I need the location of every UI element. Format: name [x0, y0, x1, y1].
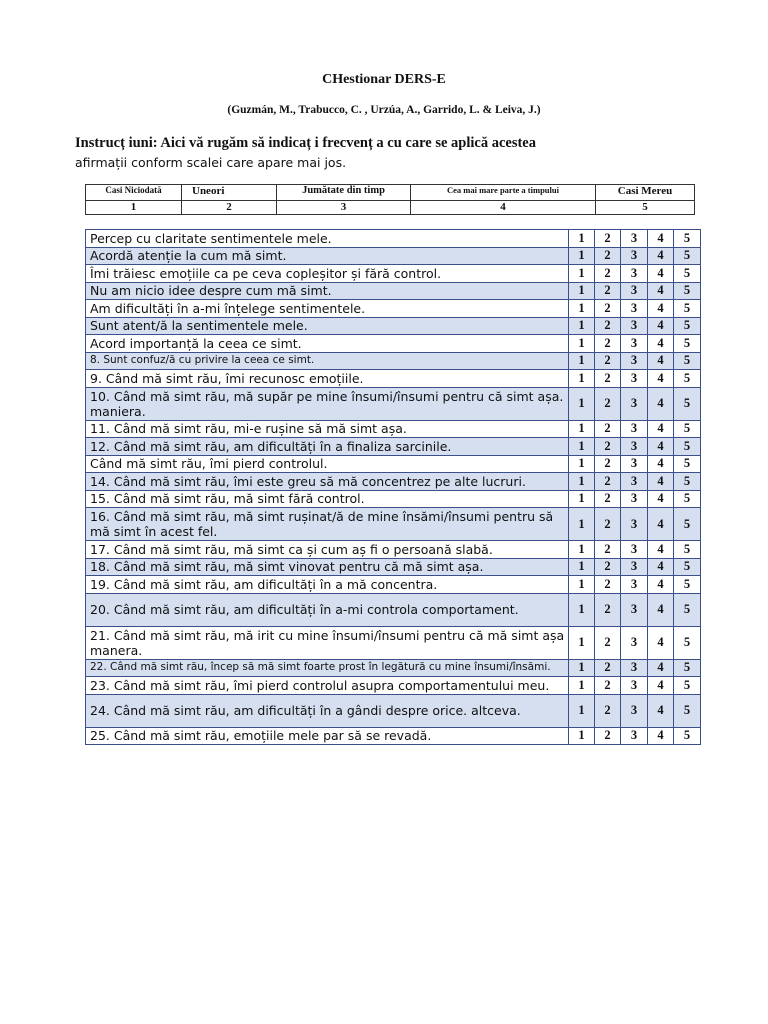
item-text: 22. Când mă simt rău, încep să mă simt foarte prost în legătură cu mine însumi/însămi. — [86, 659, 569, 677]
rating-option-4[interactable]: 4 — [648, 335, 674, 353]
rating-option-5[interactable]: 5 — [674, 438, 701, 456]
rating-option-3[interactable]: 3 — [621, 247, 648, 265]
rating-option-4[interactable]: 4 — [648, 455, 674, 473]
table-row — [86, 677, 701, 695]
rating-option-2[interactable]: 2 — [595, 230, 621, 248]
table-row — [86, 265, 701, 283]
rating-option-2[interactable]: 2 — [595, 370, 621, 388]
scale-number-5: 5 — [596, 201, 695, 215]
table-row — [86, 387, 701, 420]
item-text: Am dificultăți în a-mi înțelege sentimentele. — [86, 300, 569, 318]
rating-option-3[interactable]: 3 — [621, 659, 648, 677]
rating-option-5[interactable]: 5 — [674, 265, 701, 283]
rating-option-1[interactable]: 1 — [569, 576, 595, 594]
rating-option-4[interactable]: 4 — [648, 230, 674, 248]
rating-option-5[interactable]: 5 — [674, 282, 701, 300]
rating-option-3[interactable]: 3 — [621, 558, 648, 576]
item-text: 20. Când mă simt rău, am dificultăți în a-mi controla comportament. — [86, 593, 569, 626]
rating-option-5[interactable]: 5 — [674, 473, 701, 491]
rating-option-3[interactable]: 3 — [621, 727, 648, 745]
rating-option-2[interactable]: 2 — [595, 438, 621, 456]
items-table — [85, 229, 701, 745]
rating-option-2[interactable]: 2 — [595, 727, 621, 745]
authors-line: (Guzmán, M., Trabucco, C. , Urzúa, A., Garrido, L. & Leiva, J.) — [227, 104, 541, 116]
rating-option-2[interactable]: 2 — [595, 282, 621, 300]
rating-option-4[interactable]: 4 — [648, 300, 674, 318]
table-row — [86, 247, 701, 265]
instructions — [75, 133, 635, 173]
rating-option-3[interactable]: 3 — [621, 438, 648, 456]
rating-option-1[interactable]: 1 — [569, 558, 595, 576]
item-text: Sunt atent/ă la sentimentele mele. — [86, 317, 569, 335]
instructions-rest: afirmații conform scalei care apare mai jos. — [75, 155, 347, 170]
rating-option-4[interactable]: 4 — [648, 593, 674, 626]
item-text: 24. Când mă simt rău, am dificultăți în a gândi despre orice. altceva. — [86, 694, 569, 727]
rating-option-1[interactable]: 1 — [569, 387, 595, 420]
table-row — [86, 558, 701, 576]
rating-option-2[interactable]: 2 — [595, 420, 621, 438]
rating-option-1[interactable]: 1 — [569, 300, 595, 318]
rating-option-2[interactable]: 2 — [595, 593, 621, 626]
item-text: 8. Sunt confuz/ă cu privire la ceea ce simt. — [86, 352, 569, 370]
rating-option-5[interactable]: 5 — [674, 352, 701, 370]
rating-option-1[interactable]: 1 — [569, 490, 595, 508]
rating-option-2[interactable]: 2 — [595, 508, 621, 541]
rating-option-1[interactable]: 1 — [569, 247, 595, 265]
rating-option-5[interactable]: 5 — [674, 300, 701, 318]
table-row — [86, 473, 701, 491]
item-text: Când mă simt rău, îmi pierd controlul. — [86, 455, 569, 473]
item-text: Acord importanță la ceea ce simt. — [86, 335, 569, 353]
rating-option-3[interactable]: 3 — [621, 490, 648, 508]
rating-option-5[interactable]: 5 — [674, 558, 701, 576]
rating-option-1[interactable]: 1 — [569, 626, 595, 659]
table-row — [86, 420, 701, 438]
item-text: 25. Când mă simt rău, emoțiile mele par să se revadă. — [86, 727, 569, 745]
rating-option-2[interactable]: 2 — [595, 576, 621, 594]
scale-label-3: Jumătate din timp — [277, 185, 411, 201]
rating-option-5[interactable]: 5 — [674, 230, 701, 248]
item-text: Acordă atenție la cum mă simt. — [86, 247, 569, 265]
item-text: 16. Când mă simt rău, mă simt rușinat/ă de mine însămi/însumi pentru să mă simt în acest fel. — [86, 508, 569, 541]
table-row — [86, 593, 701, 626]
rating-option-5[interactable]: 5 — [674, 387, 701, 420]
rating-option-2[interactable]: 2 — [595, 558, 621, 576]
rating-option-5[interactable]: 5 — [674, 576, 701, 594]
item-text: 9. Când mă simt rău, îmi recunosc emoțiile. — [86, 370, 569, 388]
table-row — [86, 230, 701, 248]
item-text: 10. Când mă simt rău, mă supăr pe mine însumi/însumi pentru că simt așa. maniera. — [86, 387, 569, 420]
rating-option-5[interactable]: 5 — [674, 626, 701, 659]
rating-option-5[interactable]: 5 — [674, 420, 701, 438]
scale-number-3: 3 — [277, 201, 411, 215]
rating-option-3[interactable]: 3 — [621, 317, 648, 335]
table-row — [86, 438, 701, 456]
item-text: 11. Când mă simt rău, mi-e rușine să mă simt așa. — [86, 420, 569, 438]
rating-option-2[interactable]: 2 — [595, 247, 621, 265]
rating-option-5[interactable]: 5 — [674, 677, 701, 695]
rating-option-3[interactable]: 3 — [621, 455, 648, 473]
rating-option-4[interactable]: 4 — [648, 317, 674, 335]
rating-option-2[interactable]: 2 — [595, 490, 621, 508]
item-text: 18. Când mă simt rău, mă simt vinovat pentru că mă simt așa. — [86, 558, 569, 576]
rating-option-4[interactable]: 4 — [648, 558, 674, 576]
table-row — [86, 541, 701, 559]
scale-label-5: Casi Mereu — [596, 185, 695, 201]
rating-option-2[interactable]: 2 — [595, 387, 621, 420]
rating-option-1[interactable]: 1 — [569, 352, 595, 370]
item-text: 17. Când mă simt rău, mă simt ca și cum aș fi o persoană slabă. — [86, 541, 569, 559]
rating-option-4[interactable]: 4 — [648, 473, 674, 491]
item-text: Nu am nicio idee despre cum mă simt. — [86, 282, 569, 300]
rating-option-5[interactable]: 5 — [674, 541, 701, 559]
rating-option-3[interactable]: 3 — [621, 508, 648, 541]
rating-option-4[interactable]: 4 — [648, 727, 674, 745]
rating-option-4[interactable]: 4 — [648, 265, 674, 283]
table-row — [86, 370, 701, 388]
rating-option-2[interactable]: 2 — [595, 265, 621, 283]
table-row — [86, 317, 701, 335]
rating-option-5[interactable]: 5 — [674, 508, 701, 541]
rating-option-2[interactable]: 2 — [595, 455, 621, 473]
table-row — [86, 508, 701, 541]
rating-option-1[interactable]: 1 — [569, 335, 595, 353]
rating-option-1[interactable]: 1 — [569, 694, 595, 727]
rating-option-1[interactable]: 1 — [569, 230, 595, 248]
rating-option-4[interactable]: 4 — [648, 659, 674, 677]
rating-option-4[interactable]: 4 — [648, 387, 674, 420]
rating-option-2[interactable]: 2 — [595, 541, 621, 559]
item-text: Percep cu claritate sentimentele mele. — [86, 230, 569, 248]
rating-option-1[interactable]: 1 — [569, 282, 595, 300]
questionnaire-title: CHestionar DERS-E — [322, 72, 446, 87]
rating-option-4[interactable]: 4 — [648, 576, 674, 594]
rating-option-5[interactable]: 5 — [674, 694, 701, 727]
rating-option-3[interactable]: 3 — [621, 677, 648, 695]
rating-option-1[interactable]: 1 — [569, 265, 595, 283]
rating-option-5[interactable]: 5 — [674, 317, 701, 335]
rating-option-3[interactable]: 3 — [621, 420, 648, 438]
rating-option-2[interactable]: 2 — [595, 626, 621, 659]
rating-option-4[interactable]: 4 — [648, 282, 674, 300]
rating-option-4[interactable]: 4 — [648, 541, 674, 559]
rating-option-3[interactable]: 3 — [621, 230, 648, 248]
rating-option-5[interactable]: 5 — [674, 490, 701, 508]
table-row — [86, 490, 701, 508]
scale-legend-table — [85, 184, 695, 215]
rating-option-5[interactable]: 5 — [674, 727, 701, 745]
item-text: Îmi trăiesc emoțiile ca pe ceva copleșitor și fără control. — [86, 265, 569, 283]
rating-option-3[interactable]: 3 — [621, 626, 648, 659]
rating-option-1[interactable]: 1 — [569, 420, 595, 438]
rating-option-3[interactable]: 3 — [621, 694, 648, 727]
rating-option-5[interactable]: 5 — [674, 370, 701, 388]
rating-option-2[interactable]: 2 — [595, 300, 621, 318]
rating-option-5[interactable]: 5 — [674, 335, 701, 353]
rating-option-2[interactable]: 2 — [595, 677, 621, 695]
rating-option-4[interactable]: 4 — [648, 626, 674, 659]
table-row — [86, 626, 701, 659]
table-row — [86, 282, 701, 300]
rating-option-4[interactable]: 4 — [648, 420, 674, 438]
item-text: 23. Când mă simt rău, îmi pierd controlul asupra comportamentului meu. — [86, 677, 569, 695]
item-text: 12. Când mă simt rău, am dificultăți în a finaliza sarcinile. — [86, 438, 569, 456]
table-row — [86, 335, 701, 353]
rating-option-3[interactable]: 3 — [621, 576, 648, 594]
rating-option-3[interactable]: 3 — [621, 473, 648, 491]
table-row — [86, 300, 701, 318]
item-text: 15. Când mă simt rău, mă simt fără control. — [86, 490, 569, 508]
rating-option-3[interactable]: 3 — [621, 300, 648, 318]
rating-option-1[interactable]: 1 — [569, 659, 595, 677]
rating-option-5[interactable]: 5 — [674, 659, 701, 677]
rating-option-2[interactable]: 2 — [595, 694, 621, 727]
rating-option-1[interactable]: 1 — [569, 455, 595, 473]
rating-option-2[interactable]: 2 — [595, 659, 621, 677]
rating-option-1[interactable]: 1 — [569, 473, 595, 491]
scale-label-4: Cea mai mare parte a timpului — [411, 185, 596, 201]
table-row — [86, 694, 701, 727]
scale-number-1: 1 — [86, 201, 182, 215]
rating-option-1[interactable]: 1 — [569, 541, 595, 559]
rating-option-5[interactable]: 5 — [674, 593, 701, 626]
table-row — [86, 659, 701, 677]
scale-label-2: Uneori — [182, 185, 277, 201]
rating-option-3[interactable]: 3 — [621, 541, 648, 559]
rating-option-3[interactable]: 3 — [621, 282, 648, 300]
rating-option-1[interactable]: 1 — [569, 508, 595, 541]
rating-option-3[interactable]: 3 — [621, 387, 648, 420]
rating-option-1[interactable]: 1 — [569, 727, 595, 745]
rating-option-2[interactable]: 2 — [595, 473, 621, 491]
rating-option-4[interactable]: 4 — [648, 508, 674, 541]
rating-option-2[interactable]: 2 — [595, 317, 621, 335]
table-row — [86, 352, 701, 370]
item-text: 14. Când mă simt rău, îmi este greu să mă concentrez pe alte lucruri. — [86, 473, 569, 491]
rating-option-5[interactable]: 5 — [674, 455, 701, 473]
table-row — [86, 576, 701, 594]
rating-option-1[interactable]: 1 — [569, 438, 595, 456]
rating-option-4[interactable]: 4 — [648, 694, 674, 727]
rating-option-3[interactable]: 3 — [621, 352, 648, 370]
rating-option-5[interactable]: 5 — [674, 247, 701, 265]
rating-option-4[interactable]: 4 — [648, 352, 674, 370]
rating-option-2[interactable]: 2 — [595, 352, 621, 370]
rating-option-4[interactable]: 4 — [648, 677, 674, 695]
rating-option-4[interactable]: 4 — [648, 490, 674, 508]
table-row — [86, 455, 701, 473]
rating-option-4[interactable]: 4 — [648, 438, 674, 456]
table-row — [86, 727, 701, 745]
rating-option-1[interactable]: 1 — [569, 677, 595, 695]
rating-option-3[interactable]: 3 — [621, 593, 648, 626]
item-text: 19. Când mă simt rău, am dificultăți în a mă concentra. — [86, 576, 569, 594]
rating-option-3[interactable]: 3 — [621, 265, 648, 283]
scale-label-1: Casi Niciodată — [86, 185, 182, 201]
rating-option-3[interactable]: 3 — [621, 370, 648, 388]
rating-option-4[interactable]: 4 — [648, 247, 674, 265]
rating-option-1[interactable]: 1 — [569, 317, 595, 335]
rating-option-3[interactable]: 3 — [621, 335, 648, 353]
scale-number-2: 2 — [182, 201, 277, 215]
scale-number-4: 4 — [411, 201, 596, 215]
item-text: 21. Când mă simt rău, mă irit cu mine însumi/însumi pentru că mă simt așa manera. — [86, 626, 569, 659]
rating-option-2[interactable]: 2 — [595, 335, 621, 353]
instructions-bold: Instrucț iuni: Aici vă rugăm să indicaț i frecvenț a cu care se aplică acestea — [75, 135, 536, 151]
rating-option-1[interactable]: 1 — [569, 370, 595, 388]
rating-option-1[interactable]: 1 — [569, 593, 595, 626]
rating-option-4[interactable]: 4 — [648, 370, 674, 388]
